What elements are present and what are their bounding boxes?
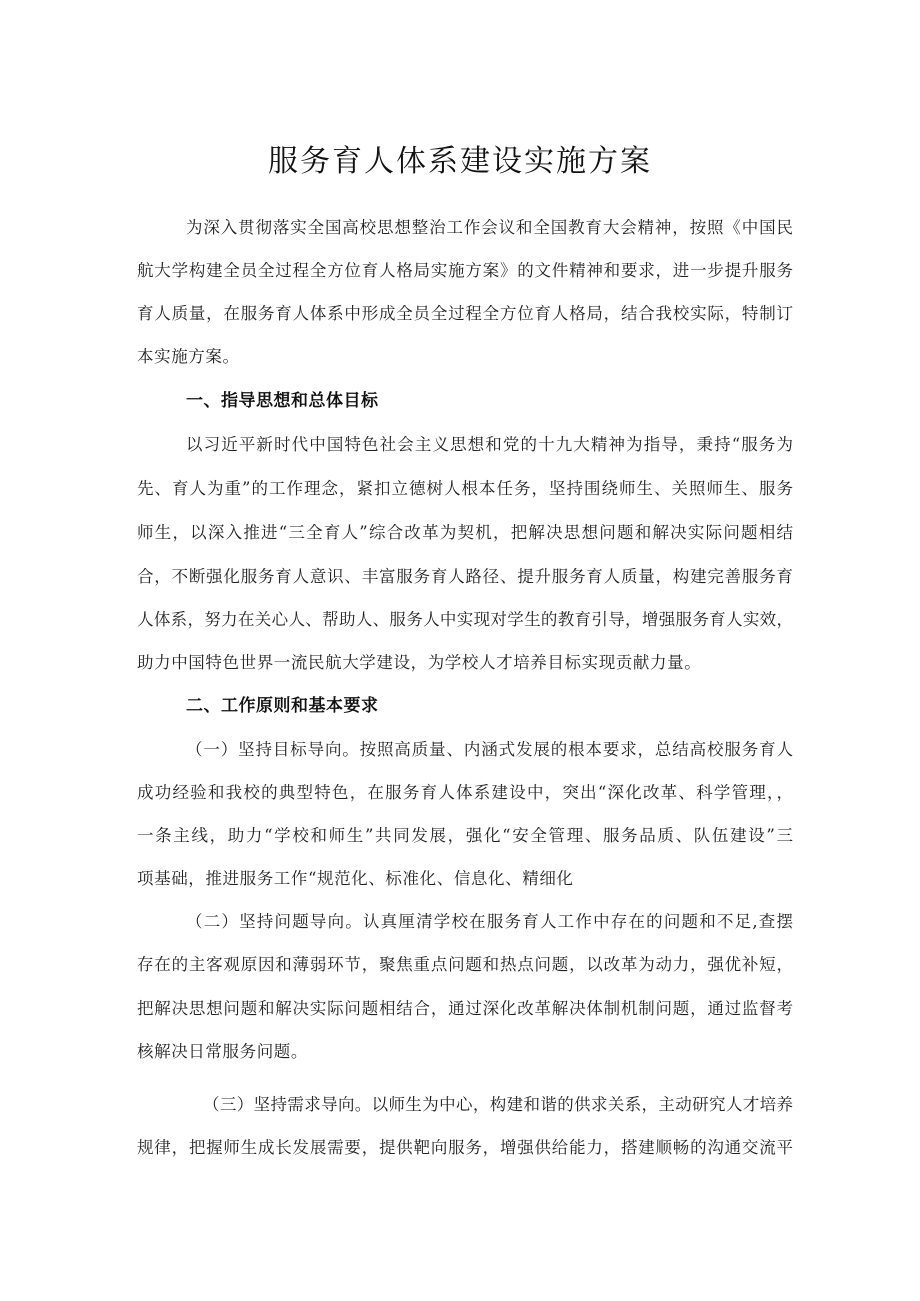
section2-item2-line: （二）坚持问题导向。认真厘清学校在服务育人工作中存在的问题和不足,查摆	[186, 912, 793, 931]
section2-item3-line: （三）坚持需求导向。以师生为中心，构建和谐的供求关系，主动研究人才培养	[203, 1095, 793, 1114]
intro-line: 为深入贯彻落实全国高校思想整治工作会议和全国教育大会精神，按照《中国民	[186, 218, 793, 237]
section2-item1-line: 成功经验和我校的典型特色，在服务育人体系建设中，突出“深化改革、科学管理，，	[137, 783, 793, 802]
document-title: 服务育人体系建设实施方案	[268, 144, 652, 179]
section1-line: 合，不断强化服务育人意识、丰富服务育人路径、提升服务育人质量，构建完善服务育	[137, 567, 793, 586]
section2-item2-line: 存在的主客观原因和薄弱环节，聚焦重点问题和热点问题，以改革为动力，强优补短，	[137, 955, 793, 974]
section2-item1-line: 一条主线，助力“学校和师生”共同发展，强化“安全管理、服务品质、队伍建设”三	[137, 826, 793, 845]
section2-item1-line: 项基础，推进服务工作“规范化、标准化、信息化、精细化	[137, 869, 574, 888]
intro-line: 育人质量，在服务育人体系中形成全员全过程全方位育人格局，结合我校实际，特制订	[137, 304, 793, 323]
section1-line: 师生，以深入推进“三全育人”综合改革为契机，把解决思想问题和解决实际问题相结	[137, 523, 793, 542]
section1-line: 先、育人为重”的工作理念，紧扣立德树人根本任务，坚持围绕师生、关照师生、服务	[137, 479, 793, 498]
intro-line: 航大学构建全员全过程全方位育人格局实施方案》的文件精神和要求，进一步提升服务	[137, 261, 793, 280]
section2-item1-line: （一）坚持目标导向。按照高质量、内涵式发展的根本要求，总结高校服务育人	[186, 740, 793, 759]
section1-line: 助力中国特色世界一流民航大学建设，为学校人才培养目标实现贡献力量。	[137, 653, 702, 672]
section2-item2-line: 把解决思想问题和解决实际问题相结合，通过深化改革解决体制机制问题，通过监督考	[137, 999, 793, 1018]
section1-line: 人体系，努力在关心人、帮助人、服务人中实现对学生的教育引导，增强服务育人实效，	[137, 610, 793, 629]
section1-heading: 一、指导思想和总体目标	[186, 391, 379, 411]
intro-line: 本实施方案。	[137, 347, 240, 366]
section1-line: 以习近平新时代中国特色社会主义思想和党的十九大精神为指导，秉持“服务为	[186, 435, 793, 454]
section2-item3-line: 规律，把握师生成长发展需要，提供靶向服务，增强供给能力，搭建顺畅的沟通交流平	[137, 1138, 793, 1157]
section2-item2-line: 核解决日常服务问题。	[137, 1042, 308, 1061]
section2-heading: 二、工作原则和基本要求	[186, 696, 379, 716]
